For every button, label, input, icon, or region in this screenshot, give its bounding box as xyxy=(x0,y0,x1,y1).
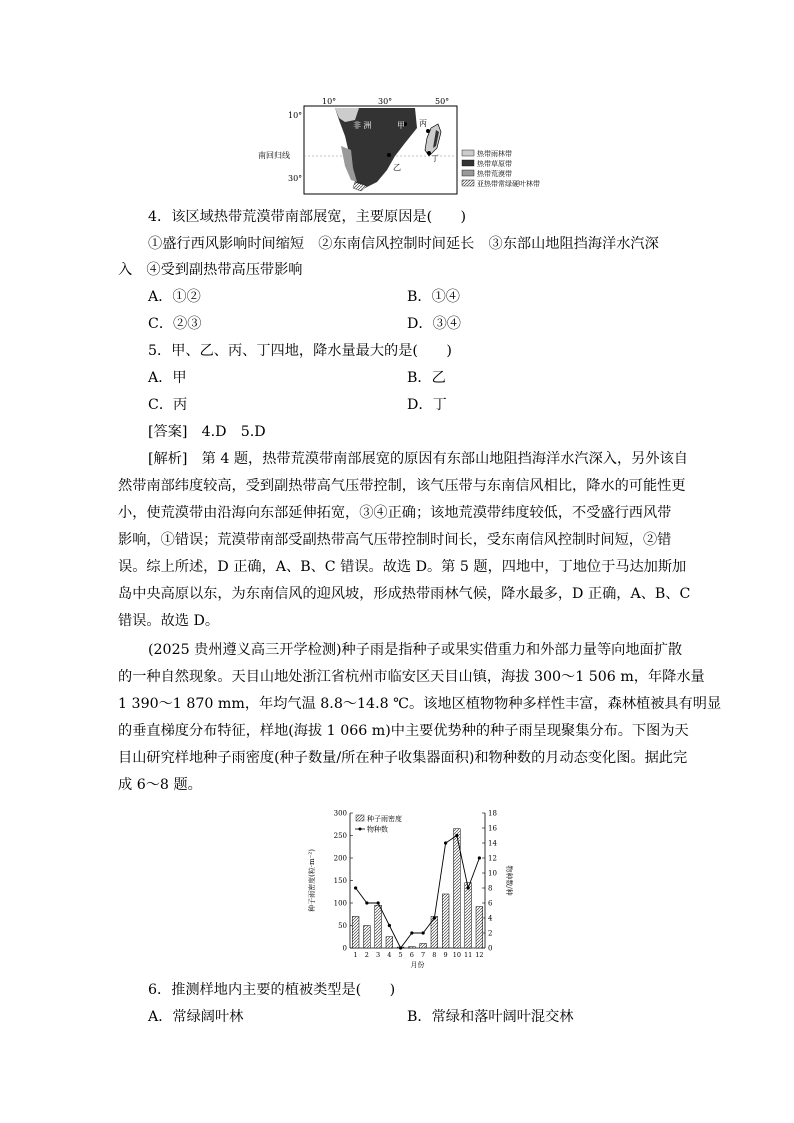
x-tick-label: 5 xyxy=(398,951,403,959)
line-point xyxy=(388,924,391,927)
jia-label: 甲 xyxy=(397,121,405,130)
right-tick-label: 8 xyxy=(488,884,493,893)
legend-item: 亚热带常绿硬叶林带 xyxy=(477,180,540,188)
seed-rain-chart xyxy=(300,805,520,970)
left-tick-label: 300 xyxy=(333,809,347,818)
line-point xyxy=(354,886,357,889)
q4-option-a[interactable]: A．①② xyxy=(148,289,201,305)
ding-label: 丁 xyxy=(431,154,439,163)
line-point xyxy=(410,931,413,934)
map-figure xyxy=(255,98,575,198)
right-tick-label: 18 xyxy=(488,809,497,818)
line-point xyxy=(455,834,458,837)
q4-option-d[interactable]: D．③④ xyxy=(407,316,461,332)
x-tick-label: 10 xyxy=(452,951,462,959)
q4-stem: 4．该区域热带荒漠带南部展宽，主要原因是( ) xyxy=(148,209,467,225)
line-point xyxy=(422,931,425,934)
passage-line: 成 6～8 题。 xyxy=(118,777,202,793)
left-tick-label: 0 xyxy=(342,944,347,953)
x-tick-label: 12 xyxy=(475,951,484,959)
line-point xyxy=(377,901,380,904)
lon-label: 10° xyxy=(322,98,337,106)
x-tick-label: 8 xyxy=(432,951,437,959)
analysis-label: [解析] xyxy=(148,451,188,467)
legend-line-label: 物种数 xyxy=(367,825,388,834)
analysis-line: 然带南部纬度较高，受到副热带高气压带控制，该气压带与东南信风相比，降水的可能性更 xyxy=(118,478,686,494)
y-right-label: 物种数/种 xyxy=(505,865,513,896)
q6-option-a[interactable]: A．常绿阔叶林 xyxy=(148,1009,244,1025)
q4-options-line: ①盛行西风影响时间缩短 ②东南信风控制时间延长 ③东部山地阻挡海洋水汽深 xyxy=(148,236,659,252)
point-yi xyxy=(387,153,391,157)
bar xyxy=(386,937,393,948)
analysis-line: [解析] 第 4 题，热带荒漠带南部展宽的原因有东部山地阻挡海洋水汽深入，另外该自 xyxy=(148,451,688,467)
lon-label: 30° xyxy=(378,98,393,106)
bar xyxy=(465,883,472,948)
x-tick-label: 11 xyxy=(463,951,473,959)
x-tick-label: 3 xyxy=(376,951,381,959)
species-line xyxy=(356,836,480,949)
yi-label: 乙 xyxy=(393,163,401,172)
left-tick-label: 100 xyxy=(333,899,347,908)
q5-option-b[interactable]: B．乙 xyxy=(407,370,446,386)
answer-text: 4.D 5.D xyxy=(187,424,266,440)
bar xyxy=(364,926,371,949)
bing-label: 丙 xyxy=(419,119,427,128)
q5-option-a[interactable]: A．甲 xyxy=(148,370,187,386)
x-axis-label: 月份 xyxy=(410,961,425,969)
legend-item: 热带雨林带 xyxy=(477,150,512,158)
chart-svg xyxy=(300,805,520,970)
q4-options-line: 入 ④受到副热带高压带影响 xyxy=(118,262,303,278)
bar xyxy=(409,947,416,948)
line-point xyxy=(467,886,470,889)
passage-line: 的一种自然现象。天目山地处浙江省杭州市临安区天目山镇，海拔 300～1 506 m，年降水量 xyxy=(118,669,705,685)
passage-line: 目山研究样地种子雨密度(种子数量/所在种子收集器面积)和物种数的月动态变化图。据此完 xyxy=(118,750,688,766)
x-tick-label: 9 xyxy=(443,951,448,959)
left-tick-label: 200 xyxy=(333,854,347,863)
q4-option-b[interactable]: B．①④ xyxy=(407,289,460,305)
lon-label: 50° xyxy=(435,98,450,106)
africa-map xyxy=(255,98,575,198)
right-tick-label: 6 xyxy=(488,899,493,908)
map-legend xyxy=(462,149,540,188)
x-tick-label: 6 xyxy=(409,951,414,959)
line-point xyxy=(433,916,436,919)
right-tick-label: 4 xyxy=(488,914,493,923)
right-tick-label: 2 xyxy=(488,929,493,938)
line-point xyxy=(444,841,447,844)
passage-line: 1 390～1 870 mm，年均气温 8.8～14.8 ℃。该地区植物物种多样性丰富，森林植被具有明显 xyxy=(118,696,722,712)
legend-item: 热带草原带 xyxy=(477,160,512,168)
right-tick-label: 10 xyxy=(488,869,497,878)
q5-option-c[interactable]: C．丙 xyxy=(148,397,188,413)
line-point xyxy=(399,946,402,949)
analysis-line: 影响，①错误；荒漠带南部受副热带高气压带控制时间长，受东南信风控制时间短，②错 xyxy=(118,532,672,548)
analysis-line: 小，使荒漠带由沿海向东部延伸拓宽，③④正确；该地荒漠带纬度较低，不受盛行西风带 xyxy=(118,505,672,521)
lat-label: 30° xyxy=(288,174,303,183)
x-tick-label: 1 xyxy=(353,951,358,959)
right-tick-label: 16 xyxy=(488,824,497,833)
right-tick-label: 12 xyxy=(488,854,497,863)
legend-line-dot xyxy=(359,828,362,831)
x-tick-label: 2 xyxy=(364,951,369,959)
answer-row xyxy=(148,422,266,442)
left-tick-label: 150 xyxy=(333,877,347,885)
q6-option-b[interactable]: B．常绿和落叶阔叶混交林 xyxy=(407,1009,574,1025)
africa-label: 非 洲 xyxy=(353,121,372,130)
q6-stem: 6．推测样地内主要的植被类型是( ) xyxy=(148,982,396,998)
bar xyxy=(476,907,483,948)
line-point xyxy=(365,901,368,904)
bar xyxy=(375,905,382,948)
x-tick-label: 7 xyxy=(421,951,426,959)
analysis-line: 误。综上所述，D 正确，A、B、C 错误。故选 D。第 5 题，四地中，丁地位于马达加斯加 xyxy=(118,559,687,575)
legend-bar-swatch xyxy=(356,815,364,821)
right-tick-label: 14 xyxy=(488,839,497,848)
analysis-line: 岛中央高原以东，为东南信风的迎风坡，形成热带雨林气候，降水最多，D 正确，A、B、C xyxy=(118,586,691,602)
q5-option-d[interactable]: D．丁 xyxy=(407,397,447,413)
legend-bar-label: 种子雨密度 xyxy=(367,815,402,823)
point-bing xyxy=(426,129,430,133)
x-tick-label: 4 xyxy=(387,951,392,959)
passage-line: (2025 贵州遵义高三开学检测)种子雨是指种子或果实借重力和外部力量等向地面扩散 xyxy=(148,642,683,658)
legend-item: 热带荒漠带 xyxy=(477,170,512,178)
answer-label: [答案] xyxy=(148,424,188,440)
left-tick-label: 50 xyxy=(338,922,347,930)
lat-label: 10° xyxy=(288,111,303,120)
bar xyxy=(352,917,359,949)
tropic-label: 南回归线 xyxy=(258,151,290,160)
passage-line: 的垂直梯度分布特征，样地(海拔 1 066 m)中主要优势种的种子雨呈现聚集分布。下图为天 xyxy=(118,723,689,739)
right-tick-label: 0 xyxy=(488,944,493,953)
q5-stem: 5．甲、乙、丙、丁四地，降水量最大的是( ) xyxy=(148,343,452,359)
y-left-label: 种子雨密度(粒·m⁻²) xyxy=(308,849,316,912)
q4-option-c[interactable]: C．②③ xyxy=(148,316,202,332)
line-point xyxy=(478,856,481,859)
left-tick-label: 250 xyxy=(333,832,347,840)
bar xyxy=(442,894,449,948)
bar xyxy=(420,944,427,949)
analysis-line: 错误。故选 D。 xyxy=(118,613,220,629)
